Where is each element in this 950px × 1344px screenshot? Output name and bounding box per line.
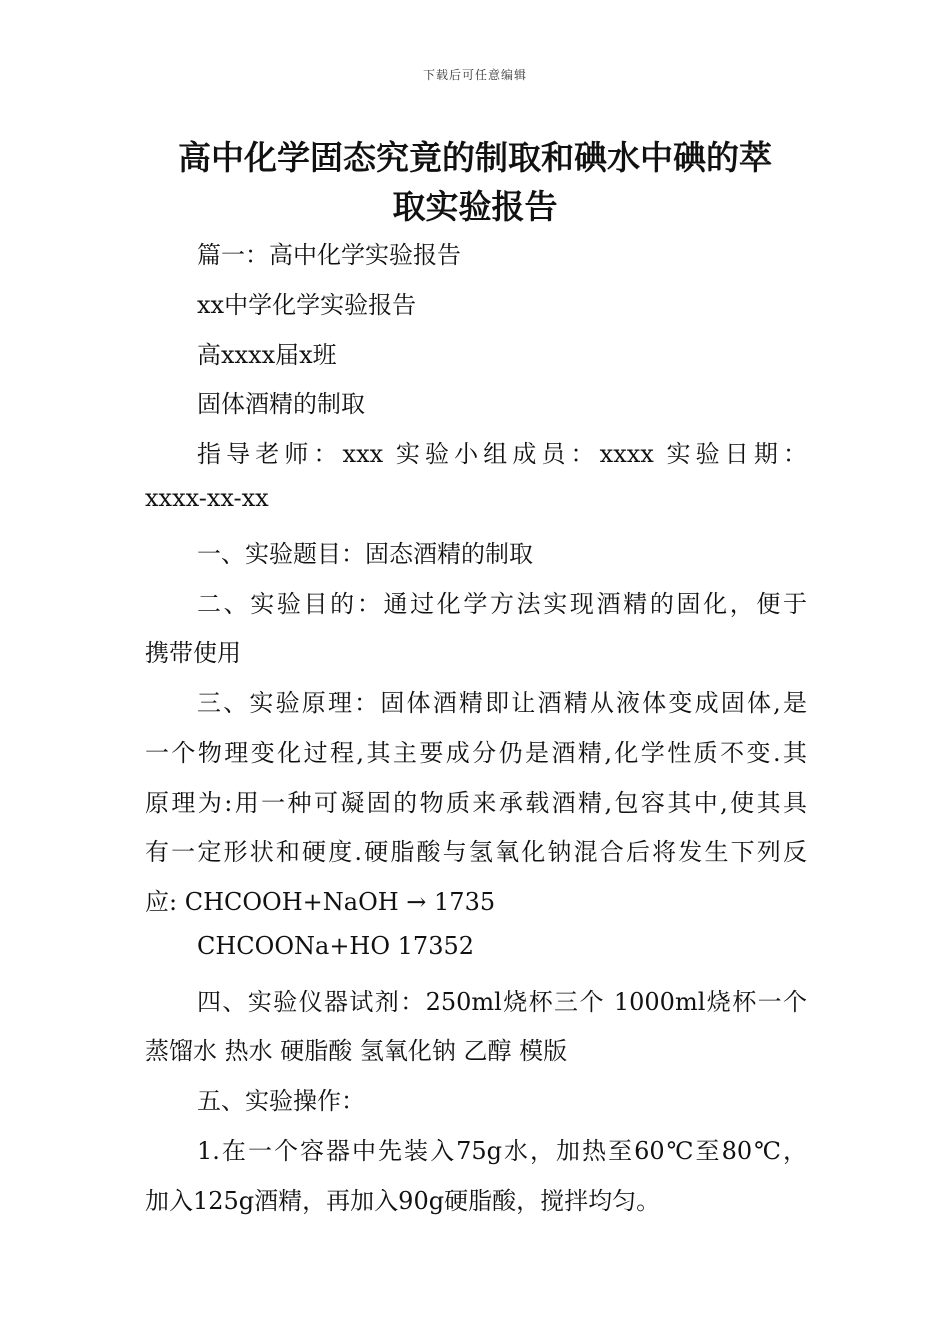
experiment-principle-line-4: 有一定形状和硬度.硬脂酸与氢氧化钠混合后将发生下列反 — [145, 838, 807, 866]
reaction-equation-line-2: CHCOONa+HO 17352 — [197, 932, 475, 960]
report-subject-line: 固体酒精的制取 — [197, 390, 365, 418]
report-info-line: 指导老师：xxx 实验小组成员：xxxx 实验日期： — [197, 440, 807, 468]
report-date-line: xxxx-xx-xx — [145, 484, 269, 512]
experiment-principle-line-3: 原理为:用一种可凝固的物质来承载酒精,包容其中,使其具 — [145, 789, 807, 817]
procedure-step-1-line-2: 加入125g酒精，再加入90g硬脂酸，搅拌均匀。 — [145, 1187, 661, 1215]
experiment-procedure-heading: 五、实验操作： — [197, 1087, 365, 1115]
section-heading-part-one: 篇一：高中化学实验报告 — [197, 241, 461, 269]
reaction-equation-line-1: 应: CHCOOH+NaOH → 1735 — [145, 888, 496, 916]
experiment-principle-line-1: 三、实验原理：固体酒精即让酒精从液体变成固体,是 — [197, 689, 807, 717]
experiment-principle-line-2: 一个物理变化过程,其主要成分仍是酒精,化学性质不变.其 — [145, 739, 807, 767]
header-note: 下载后可任意编辑 — [422, 68, 527, 82]
document-title-line-2: 取实验报告 — [392, 187, 558, 226]
experiment-apparatus-line-2: 蒸馏水 热水 硬脂酸 氢氧化钠 乙醇 模版 — [145, 1037, 568, 1065]
report-class-line: 高xxxx届x班 — [197, 341, 337, 369]
experiment-topic: 一、实验题目：固态酒精的制取 — [197, 540, 533, 568]
procedure-step-1-line-1: 1.在一个容器中先装入75g水，加热至60℃至80℃， — [197, 1137, 807, 1165]
experiment-purpose-line-1: 二、实验目的：通过化学方法实现酒精的固化，便于 — [197, 590, 807, 618]
report-school-line: xx中学化学实验报告 — [197, 291, 417, 319]
experiment-purpose-line-2: 携带使用 — [145, 639, 241, 667]
experiment-apparatus-line-1: 四、实验仪器试剂：250ml烧杯三个 1000ml烧杯一个 — [197, 988, 807, 1016]
document-title-line-1: 高中化学固态究竟的制取和碘水中碘的萃 — [178, 138, 772, 177]
